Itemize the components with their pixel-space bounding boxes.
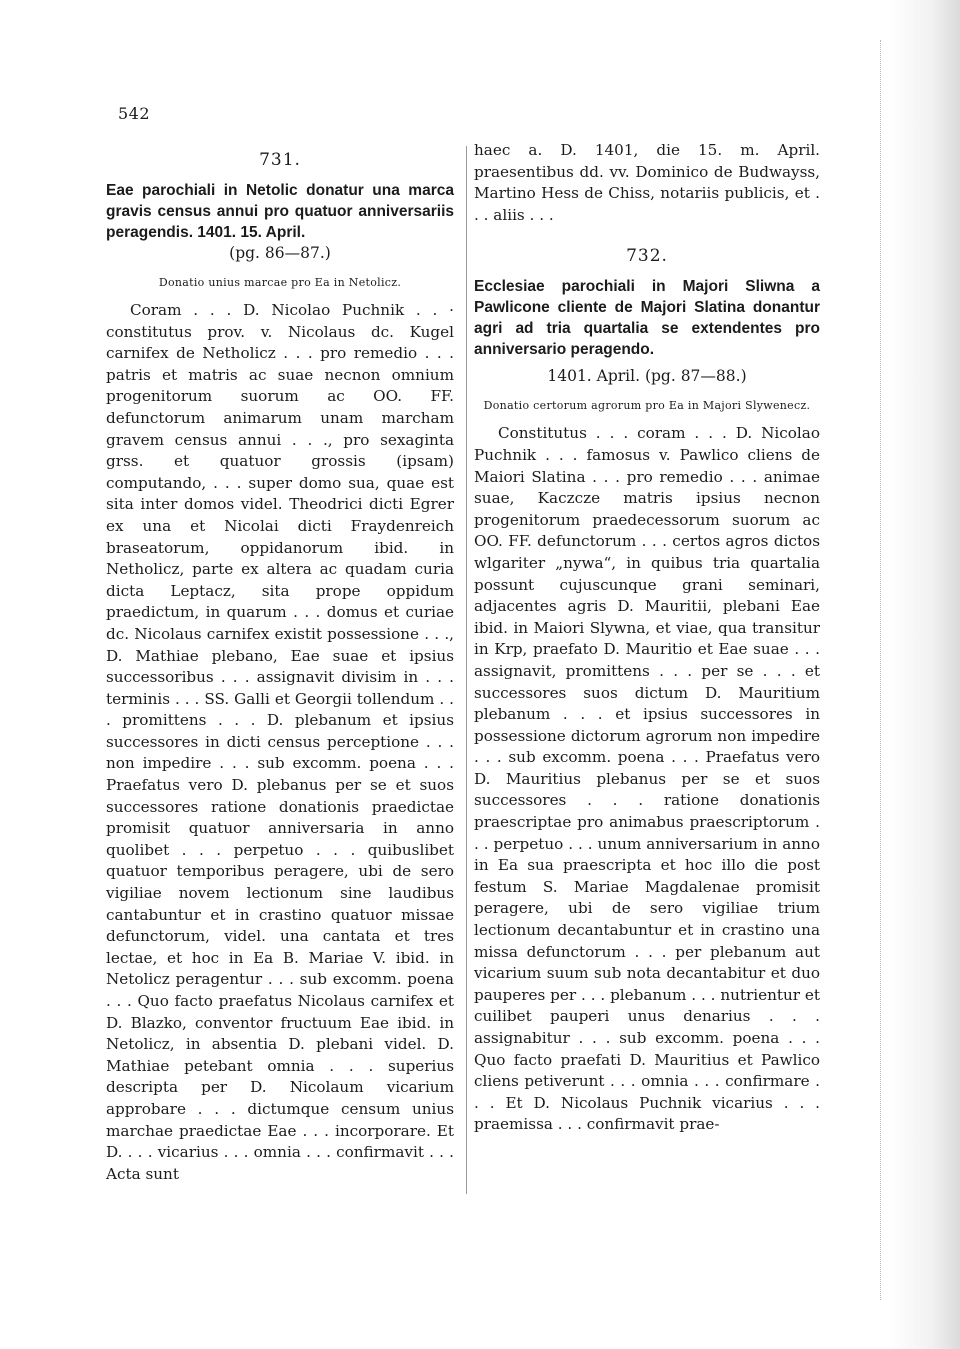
left-column: [106, 138, 454, 1185]
charter-heading-731: Eae parochiali in Netolic donatur una marca gravis census annui pro quatuor anniversariis peragendis. 1401. 15. April.: [106, 182, 454, 241]
charter-summary-731: Donatio unius marcae pro Ea in Netolicz.: [158, 276, 402, 289]
right-column: [474, 138, 820, 1136]
charter-text-731: Coram . . . D. Nicolao Puchnik . . · constitutus prov. v. Nicolaus dc. Kugel carnifex de Netholicz . . . pro remedio . . . patris et matris ac suae necnon omnium progenitorum suorum ac OO. FF. defunctorum animarum unam marcham gravem census annui . . ., pro sexaginta grss. et quatuor grossis (ipsam) computando, . . . super domo sua, quae est sita inter domos videl. Theodrici dicti Egrer ex una et Nicolai dicti Fraydenreich braseatorum, oppidanorum ibid. in Netholicz, parte ex altera ac quadam curia dicta Leptacz, sita prope oppidum praedictum, in quarum . . . domus et curiae dc. Nicolaus carnifex existit possessione . . ., D. Mathiae plebano, Eae suae et ipsius successoribus . . . assignavit divisim in . . . terminis . . . SS. Galli et Georgii tollendum . . . promittens . . . D. plebanum et ipsius successores in dicti census perceptione . . . non impedire . . . sub excomm. poena . . . Praefatus vero D. plebanus per se et suos successores ratione donationis praedictae promisit quatuor anniversaria in anno quolibet . . . perpetuo . . . quibuslibet quatuor temporibus peragere, ubi de sero vigiliae novem lectionum sine laudibus cantabuntur et in crastino quatuor missae defunctorum, videl. una cantata et tres lectae, et hoc in Ea B. Mariae V. ibid. in Netolicz peragentur . . . sub excomm. poena . . . Quo facto praefatus Nicolaus carnifex et D. Blazko, conventor fructuum Eae ibid. in Netolicz, in absentia D. plebani videl. D. Mathiae petebant omnia . . . superius descripta per D. Nicolaum vicarium approbare . . . dictumque censum unius marchae praedictae Eae . . . incorporare. Et D. . . . vicarius . . . omnia . . . confirmavit . . . Acta sunt: [106, 301, 454, 1183]
charter-text-731-continuation: haec a. D. 1401, die 15. m. April. praesentibus dd. vv. Dominico de Budwayss, Martino Hess de Chiss, notariis publicis, et . . . aliis . . .: [474, 141, 820, 224]
charter-summary-732: Donatio certorum agrorum pro Ea in Majori Slywenecz.: [483, 399, 811, 413]
charter-date-732: 1401. April. (pg. 87—88.): [547, 367, 747, 386]
charter-text-732: Constitutus . . . coram . . . D. Nicolao Puchnik . . . famosus v. Pawlico cliens de Maiori Slatina . . . pro remedio . . . animae suae, Kaczcze matris ipsius necnon progenitorum praedecessorum suorum ac OO. FF. defunctorum . . . certos agros dictos wlgariter „nywa“, in quibus tria quartalia possunt cujuscunque grani seminari, adjacentes agris D. Mauritii, plebani Eae ibid. in Maiori Slywna, et viae, qua transitur in Krp, praefato D. Mauritio et Eae suae . . . assignavit, promittens . . . per se . . . et successores suos dictum D. Mauritium plebanum . . . et ipsius successores in possessione dictorum agrorum non impedire . . . sub excomm. poena . . . Praefatus vero D. Mauritius plebanus per se et suos successores . . . ratione donationis praescriptae pro animabus praescriptorum . . . perpetuo . . . unum anniversarium in anno in Ea sua praescripta et hoc illo die post festum S. Mariae Magdalenae promisit peragere, ubi de sero vigiliae trium lectionum decantabuntur et in crastino una missa defunctorum . . . per plebanum aut vicarium suum sub nota decantabitur et duo pauperes per . . . plebanum . . . nutrientur et cuilibet pauperi unus denarius . . . assignabitur . . . sub excomm. poena . . . Quo facto praefati D. Mauritius et Pawlico cliens petiverunt . . . omnia . . . confirmare . . . Et D. Nicolaus Puchnik vicarius . . . praemissa . . . confirmavit prae-: [474, 424, 820, 1134]
charter-number-731: 731.: [259, 150, 301, 170]
charter-source-731: (pg. 86—87.): [229, 244, 331, 262]
page-edge-line: [880, 40, 881, 1300]
page-number: 542: [118, 104, 151, 123]
charter-heading-732: Ecclesiae parochiali in Majori Sliwna a Pawlicone cliente de Majori Slatina donantur agri ad tria quartalia se extendentes pro anniversario peragendo.: [474, 278, 820, 359]
column-divider: [466, 146, 467, 1194]
page-edge-shadow: [890, 0, 960, 1349]
charter-number-732: 732.: [626, 246, 668, 267]
